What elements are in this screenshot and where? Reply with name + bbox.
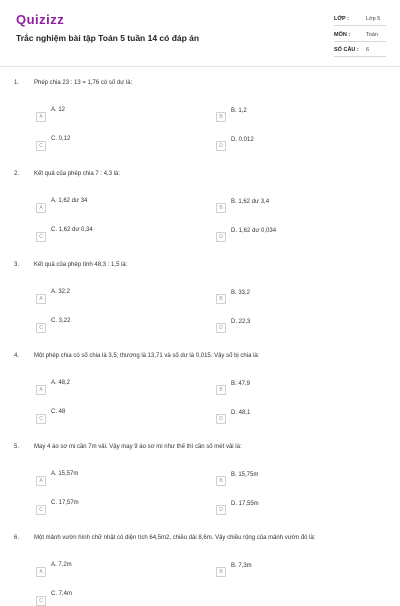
answer-checkbox[interactable]: C xyxy=(36,505,46,515)
meta-divider xyxy=(334,25,386,26)
answer-checkbox[interactable]: C xyxy=(36,141,46,151)
answer-option-b: B. 15,75m xyxy=(231,472,259,478)
answer-checkbox[interactable]: A xyxy=(36,476,46,486)
answer-option-c: C. 17,57m xyxy=(51,500,79,506)
question-text: Một mảnh vườn hình chữ nhật có diện tích 64,5m2, chiều dài 8,6m. Vậy chiều rộng của mảnh vườn đó là: xyxy=(34,535,316,541)
answer-option-d: D. 17,55m xyxy=(231,501,259,507)
answer-option-d: D. 0,012 xyxy=(231,137,254,143)
answer-option-d: D. 48,1 xyxy=(231,410,251,416)
answer-option-b: B. 1,62 dư 3,4 xyxy=(231,199,270,205)
question-number: 6. xyxy=(14,535,20,541)
answer-option-a: A. 32,2 xyxy=(51,289,71,295)
answer-checkbox[interactable]: B xyxy=(216,203,226,213)
meta-subject-value: Toán xyxy=(366,32,378,38)
answer-checkbox[interactable]: A xyxy=(36,567,46,577)
question-text: May 4 áo sơ mi cần 7m vải. Vậy may 9 áo sơ mi như thế thì cần số mét vải là: xyxy=(34,444,242,450)
answer-checkbox[interactable]: D xyxy=(216,323,226,333)
answer-option-a: A. 7,2m xyxy=(51,562,72,568)
question-text: Kết quả của phép tính 48,3 : 1,5 là: xyxy=(34,262,128,268)
answer-checkbox[interactable]: C xyxy=(36,323,46,333)
answer-checkbox[interactable]: C xyxy=(36,232,46,242)
question-number: 2. xyxy=(14,171,20,177)
answer-option-c: C. 3,22 xyxy=(51,318,71,324)
answer-checkbox[interactable]: C xyxy=(36,414,46,424)
answer-option-a: A. 48,2 xyxy=(51,380,71,386)
answer-option-d: D. 1,62 dư 0,034 xyxy=(231,228,277,234)
answer-option-b: B. 1,2 xyxy=(231,108,247,114)
header-divider xyxy=(0,66,400,67)
meta-subject-label: MÔN : xyxy=(334,32,351,38)
answer-checkbox[interactable]: D xyxy=(216,141,226,151)
answer-option-b: B. 33,2 xyxy=(231,290,251,296)
worksheet-title: Trắc nghiệm bài tập Toán 5 tuần 14 có đáp án xyxy=(16,33,200,43)
answer-option-c: C. 48 xyxy=(51,409,66,415)
quizizz-logo: Quizizz xyxy=(16,12,65,27)
question-number: 3. xyxy=(14,262,20,268)
question-number: 5. xyxy=(14,444,20,450)
answer-option-c: C. 1,62 dư 0,34 xyxy=(51,227,93,233)
meta-count-label: SỐ CÂU : xyxy=(334,47,359,53)
answer-option-a: A. 1,62 dư 34 xyxy=(51,198,88,204)
meta-divider xyxy=(334,56,386,57)
answer-checkbox[interactable]: B xyxy=(216,385,226,395)
meta-divider xyxy=(334,41,386,42)
question-text: Phép chia 23 : 13 = 1,76 có số dư là: xyxy=(34,80,133,86)
answer-option-d: D. 22,3 xyxy=(231,319,251,325)
answer-checkbox[interactable]: D xyxy=(216,232,226,242)
meta-class-label: LỚP : xyxy=(334,16,349,22)
answer-option-b: B. 47,9 xyxy=(231,381,251,387)
meta-count-value: 6 xyxy=(366,47,370,53)
answer-option-c: C. 7,4m xyxy=(51,591,73,597)
meta-class-value: Lớp 5 xyxy=(366,16,381,22)
answer-option-a: A. 12 xyxy=(51,107,66,113)
answer-checkbox[interactable]: B xyxy=(216,294,226,304)
answer-checkbox[interactable]: D xyxy=(216,505,226,515)
answer-checkbox[interactable]: D xyxy=(216,414,226,424)
answer-checkbox[interactable]: B xyxy=(216,112,226,122)
answer-checkbox[interactable]: A xyxy=(36,294,46,304)
answer-checkbox[interactable]: A xyxy=(36,203,46,213)
answer-checkbox[interactable]: A xyxy=(36,385,46,395)
question-text: Một phép chia có số chia là 3,5; thương là 13,71 và số dư là 0,015. Vậy số bị chia là: xyxy=(34,353,260,359)
answer-checkbox[interactable]: C xyxy=(36,596,46,606)
answer-option-b: B. 7,3m xyxy=(231,563,252,569)
answer-checkbox[interactable]: B xyxy=(216,567,226,577)
answer-checkbox[interactable]: A xyxy=(36,112,46,122)
answer-checkbox[interactable]: B xyxy=(216,476,226,486)
answer-option-c: C. 0,12 xyxy=(51,136,71,142)
question-text: Kết quả của phép chia 7 : 4,3 là: xyxy=(34,171,121,177)
question-number: 1. xyxy=(14,80,20,86)
answer-option-a: A. 15,57m xyxy=(51,471,79,477)
question-number: 4. xyxy=(14,353,20,359)
